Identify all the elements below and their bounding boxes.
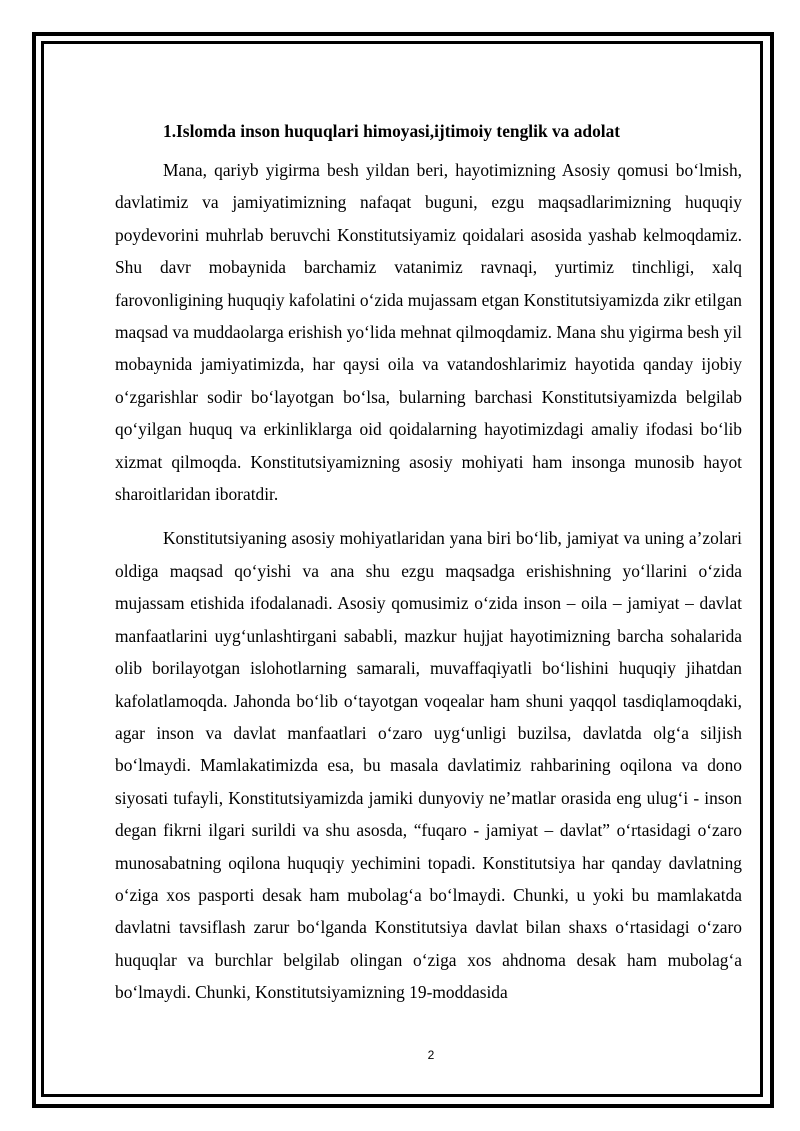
document-body bbox=[115, 117, 742, 1009]
section-title: 1.Islomda inson huquqlari himoyasi,ijtimoiy tenglik va adolat bbox=[163, 121, 621, 141]
paragraph-1: Mana, qariyb yigirma besh yildan beri, hayotimizning Asosiy qomusi boʻlmish, davlatimiz va jamiyatimizning nafaqat buguni, ezgu maqsadlarimizning huquqiy poydevorini muhrlab beruvchi Konstitutsiyamiz qoidalari asosida yashab kelmoqdamiz. Shu davr mobaynida barchamiz vatanimiz ravnaqi, yurtimiz tinchligi, xalq farovonligining huquqiy kafolatini oʻzida mujassam etgan Konstitutsiyamizda zikr etilgan maqsad va muddaolarga erishish yoʻlida mehnat qilmoqdamiz. Mana shu yigirma besh yil mobaynida jamiyatimizda, har qaysi oila va vatandoshlarimiz hayotida qanday ijobiy oʻzgarishlar sodir boʻlayotgan boʻlsa, bularning barchasi Konstitutsiyamizda belgilab qoʻyilgan huquq va erkinliklarga oid qoidalarning hayotimizdagi amaliy ifodasi boʻlib xizmat qilmoqda. Konstitutsiyamizning asosiy mohiyati ham insonga munosib hayot sharoitlaridan iboratdir. bbox=[115, 160, 742, 505]
paragraph-2: Konstitutsiyaning asosiy mohiyatlaridan yana biri boʻlib, jamiyat va uning aʼzolari oldiga maqsad qoʻyishi va ana shu ezgu maqsadga erishishning yoʻllarini oʻzida mujassam etishida ifodalanadi. Asosiy qomusimiz oʻzida inson – oila – jamiyat – davlat manfaatlarini uygʻunlashtirgani sababli, mazkur hujjat hayotimizning barcha sohalarida olib borilayotgan islohotlarning samarali, muvaffaqiyatli boʻlishini huquqiy jihatdan kafolatlamoqda. Jahonda boʻlib oʻtayotgan voqealar ham shuni yaqqol tasdiqlamoqdaki, agar inson va davlat manfaatlari oʻzaro uygʻunligi buzilsa, davlatda olgʻa siljish boʻlmaydi. Mamlakatimizda esa, bu masala davlatimiz rahbarining oqilona va dono siyosati tufayli, Konstitutsiyamizda jamiki dunyoviy neʼmatlar orasida eng ulugʻi - inson degan fikrni ilgari surildi va shu asosda, “fuqaro - jamiyat – davlat” oʻrtasidagi oʻzaro munosabatning oqilona huquqiy yechimini topadi. Konstitutsiya har qanday davlatning oʻziga xos pasporti desak ham mubolagʻa boʻlmaydi. Chunki, u yoki bu mamlakatda davlatni tavsiflash zarur boʻlganda Konstitutsiya davlat bilan shaxs oʻrtasidagi oʻzaro huquqlar va burchlar belgilab olingan oʻziga xos ahdnoma desak ham mubolagʻa boʻlmaydi. Chunki, Konstitutsiyamizning 19-moddasida bbox=[115, 528, 742, 1003]
page-number: 2 bbox=[427, 1048, 435, 1062]
